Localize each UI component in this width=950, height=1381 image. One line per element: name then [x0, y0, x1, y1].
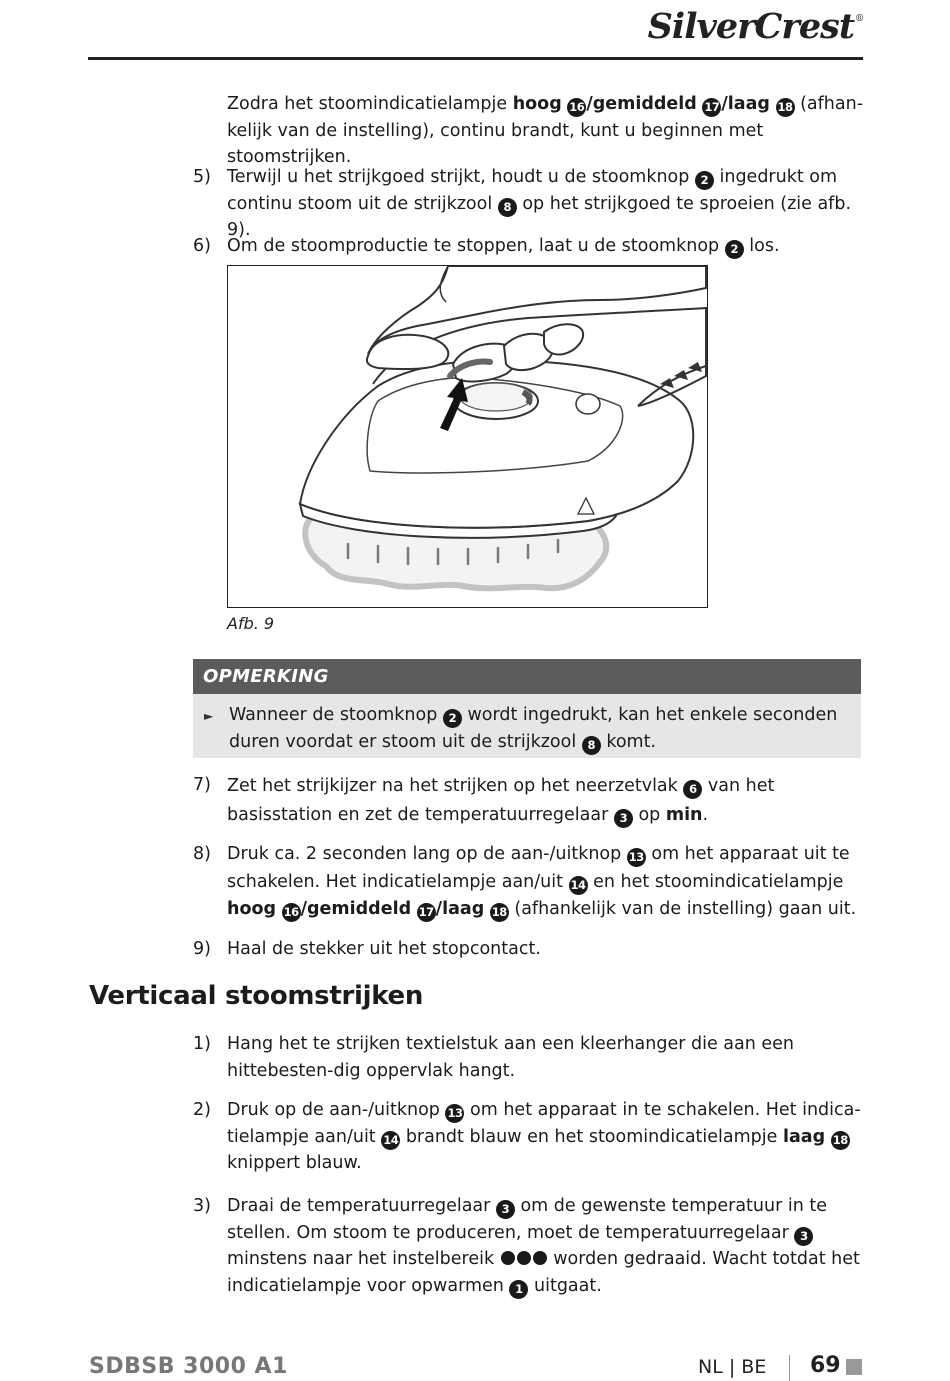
footer-square-icon [846, 1359, 862, 1375]
page-number: 69 [810, 1353, 841, 1378]
section-title: Verticaal stoomstrijken [89, 981, 424, 1011]
vertical-step-1: 1) Hang het te strijken textielstuk aan een kleerhanger die aan een hittebesten-dig oppervlak hangt. [193, 1034, 795, 1081]
step-7: 7) Zet het strijkijzer na het strijken op het neerzetvlak 6 van het basisstation en zet de temperatuurregelaar 3 op min. [193, 772, 863, 829]
vertical-step-2: 2) Druk op de aan-/uitknop 13 om het apparaat in te schakelen. Het indica-tielampje aan/uit 14 brandt blauw en het stoomindicatielampje laag 18 knippert blauw. [193, 1100, 861, 1173]
intro-paragraph: Zodra het stoomindicatielampje hoog 16 /gemiddeld 17 /laag 18 (afhan-kelijk van de instelling), continu brandt, kunt u beginnen met stoomstrijken. [227, 94, 864, 167]
steam-iron-drawing [228, 266, 707, 607]
temp-dot-icon [501, 1251, 515, 1265]
temp-dot-icon [533, 1251, 547, 1265]
bullet-arrow-icon: ► [204, 709, 214, 723]
footer-separator [789, 1355, 790, 1381]
step-5: 5) Terwijl u het strijkgoed strijkt, houdt u de stoomknop 2 ingedrukt om continu stoom uit de strijkzool 8 op het strijkgoed te sproeien (zie afb. 9). [193, 167, 852, 240]
figure-caption: Afb. 9 [227, 614, 275, 633]
vertical-step-3: 3) Draai de temperatuurregelaar 3 om de gewenste temperatuur in te stellen. Om stoom te produceren, moet de temperatuurregelaar 3 minstens naar het instelbereik worden gedraaid. Wacht totdat het indicatielampje voor opwarmen 1 uitgaat. [193, 1193, 863, 1299]
step-6: 6) Om de stoomproductie te stoppen, laat u de stoomknop 2 los. [193, 233, 863, 260]
step-9: 9) Haal de stekker uit het stopcontact. [193, 939, 541, 959]
temp-dot-icon [517, 1251, 531, 1265]
step-8: 8) Druk ca. 2 seconden lang op de aan-/uitknop 13 om het apparaat uit te schakelen. Het indicatielampje aan/uit 14 en het stoomindicatielampje hoog 16 /gemiddeld 17 /laag 18 (afhankelijk van de instelling) gaan uit. [193, 841, 863, 924]
footer-language: NL | BE [698, 1356, 767, 1378]
footer-model: SDBSB 3000 A1 [89, 1354, 288, 1379]
figure-iron-illustration [227, 265, 708, 608]
header-rule [88, 57, 863, 60]
note-title: OPMERKING [193, 659, 861, 694]
brand-logo: SilverCrest® [647, 6, 863, 47]
note-body: ► Wanneer de stoomknop 2 wordt ingedrukt, kan het enkele seconden duren voordat er stoom uit de strijkzool 8 komt. [193, 694, 861, 758]
